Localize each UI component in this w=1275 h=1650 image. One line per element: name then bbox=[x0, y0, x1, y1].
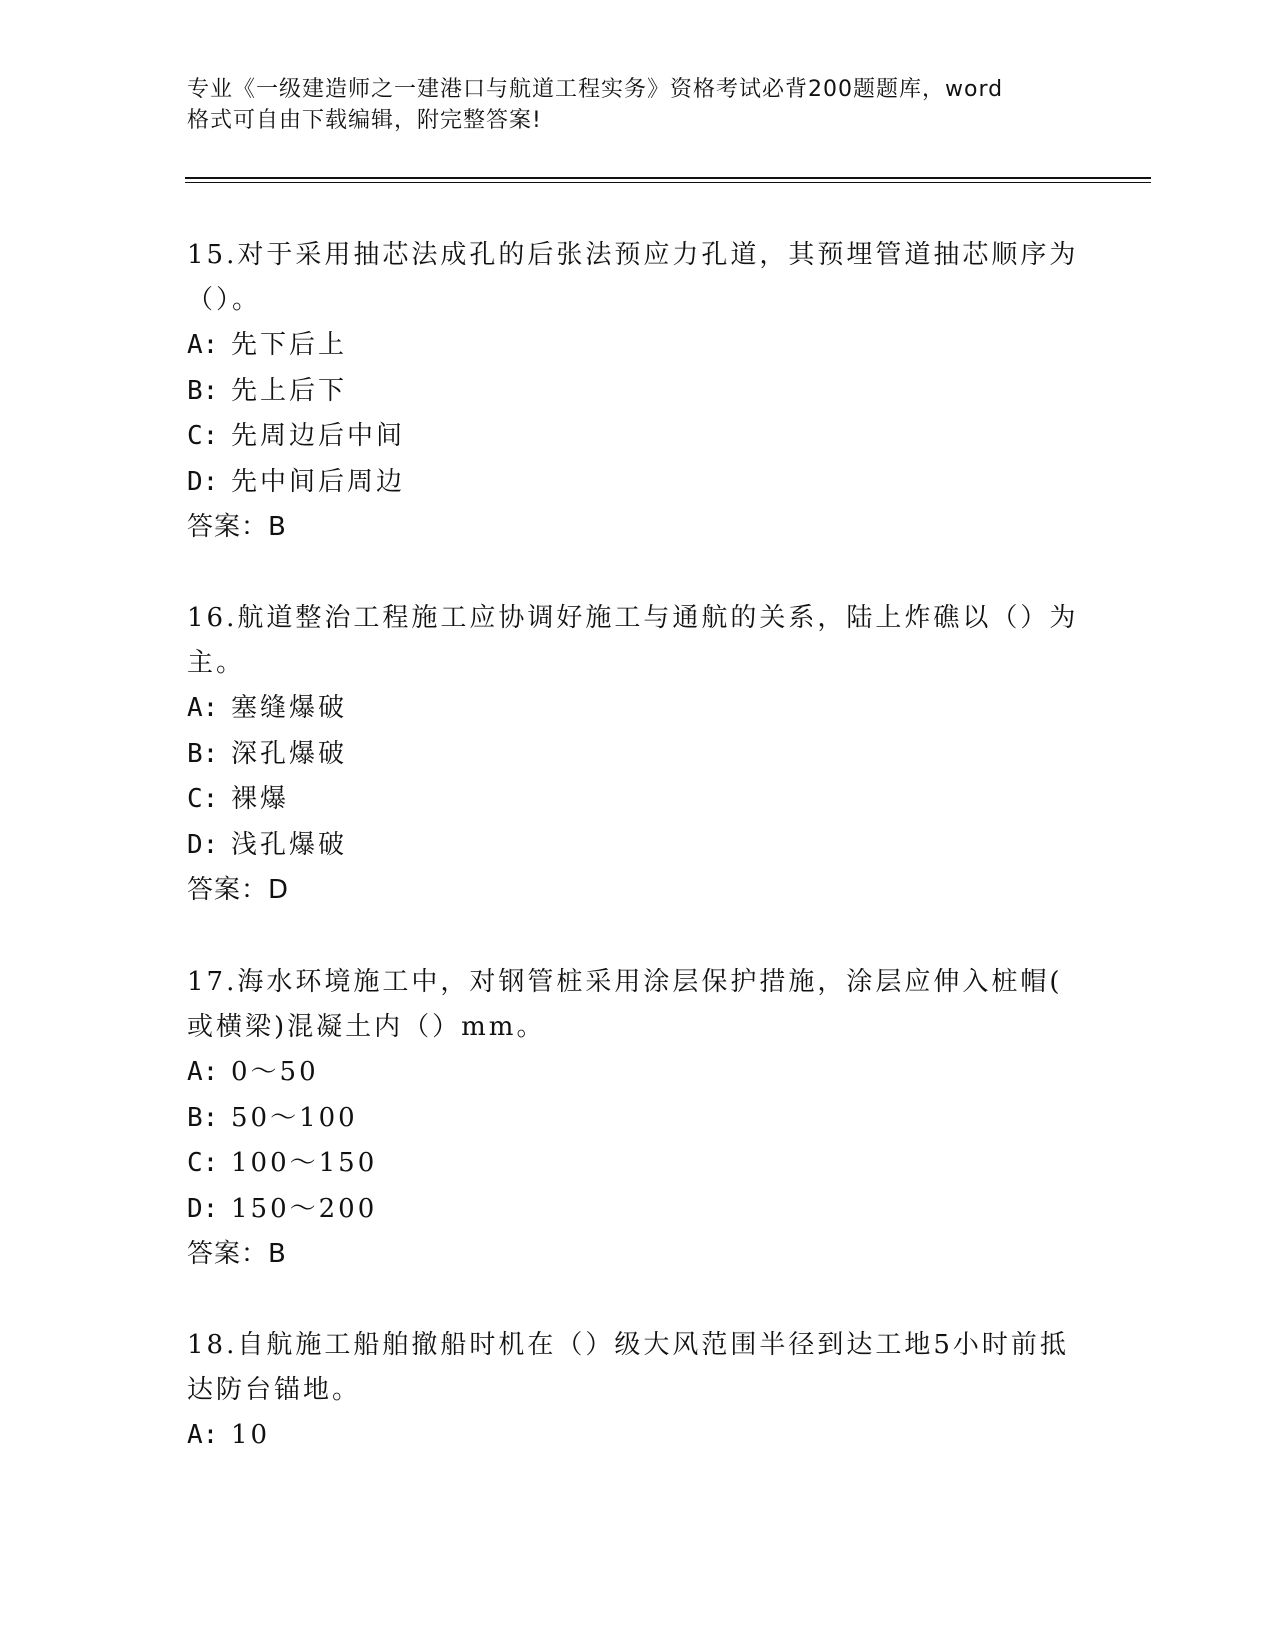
question-16 bbox=[187, 596, 1087, 913]
question-stem-line-1: 15.对于采用抽芯法成孔的后张法预应力孔道，其预埋管道抽芯顺序为 bbox=[187, 240, 1079, 270]
option-text: 100～150 bbox=[231, 1148, 378, 1178]
option-c bbox=[187, 777, 1087, 823]
option-b bbox=[187, 732, 1087, 778]
question-15 bbox=[187, 233, 1087, 550]
option-d bbox=[187, 460, 1087, 506]
option-text: 先下后上 bbox=[231, 330, 348, 360]
option-key: D: bbox=[187, 829, 219, 860]
question-18 bbox=[187, 1323, 1087, 1459]
option-a bbox=[187, 1050, 1087, 1096]
answer-line: 答案：D bbox=[187, 875, 290, 905]
option-key: C: bbox=[187, 1148, 219, 1178]
option-a bbox=[187, 323, 1087, 369]
option-key: D: bbox=[187, 466, 219, 497]
option-key: B: bbox=[187, 375, 219, 406]
option-key: A: bbox=[187, 330, 219, 360]
option-text: 50～100 bbox=[231, 1102, 358, 1133]
option-text: 0～50 bbox=[231, 1057, 319, 1087]
option-text: 先上后下 bbox=[231, 375, 348, 406]
option-b bbox=[187, 1096, 1087, 1142]
answer-line: 答案：B bbox=[187, 1239, 287, 1269]
option-key: D: bbox=[187, 1193, 219, 1224]
option-d bbox=[187, 823, 1087, 869]
option-key: C: bbox=[187, 784, 219, 814]
option-key: B: bbox=[187, 738, 219, 769]
option-a bbox=[187, 1413, 1087, 1459]
option-a bbox=[187, 686, 1087, 732]
option-key: A: bbox=[187, 693, 219, 723]
header-line-2: 格式可自由下载编辑，附完整答案! bbox=[187, 108, 542, 133]
option-key: C: bbox=[187, 421, 219, 451]
option-text: 深孔爆破 bbox=[231, 738, 348, 769]
option-text: 150～200 bbox=[231, 1193, 378, 1224]
option-text: 塞缝爆破 bbox=[231, 693, 348, 723]
option-c bbox=[187, 1141, 1087, 1187]
question-stem-line-2: 或横梁)混凝土内（）mm。 bbox=[187, 1012, 546, 1042]
question-stem-line-2: （）。 bbox=[187, 285, 262, 315]
question-stem-line-1: 18.自航施工船舶撤船时机在（）级大风范围半径到达工地5小时前抵 bbox=[187, 1330, 1069, 1360]
question-stem-line-2: 达防台锚地。 bbox=[187, 1375, 362, 1405]
question-stem-line-1: 16.航道整治工程施工应协调好施工与通航的关系，陆上炸礁以（）为 bbox=[187, 603, 1079, 633]
option-d bbox=[187, 1187, 1087, 1233]
document-header bbox=[187, 74, 1067, 136]
option-text: 浅孔爆破 bbox=[231, 829, 348, 860]
option-text: 10 bbox=[231, 1420, 271, 1450]
option-c bbox=[187, 414, 1087, 460]
option-key: A: bbox=[187, 1057, 219, 1087]
header-line-1: 专业《一级建造师之一建港口与航道工程实务》资格考试必背200题题库，word bbox=[187, 77, 1004, 102]
option-text: 先周边后中间 bbox=[231, 421, 406, 451]
option-text: 裸爆 bbox=[231, 784, 290, 814]
header-divider-thick bbox=[185, 177, 1151, 179]
option-b bbox=[187, 369, 1087, 415]
option-key: A: bbox=[187, 1420, 219, 1450]
question-stem-line-1: 17.海水环境施工中，对钢管桩采用涂层保护措施，涂层应伸入桩帽( bbox=[187, 967, 1063, 997]
answer-line: 答案：B bbox=[187, 512, 287, 542]
question-stem-line-2: 主。 bbox=[187, 648, 246, 678]
question-17 bbox=[187, 960, 1087, 1277]
option-key: B: bbox=[187, 1102, 219, 1133]
option-text: 先中间后周边 bbox=[231, 466, 406, 497]
header-divider-thin bbox=[185, 182, 1151, 183]
